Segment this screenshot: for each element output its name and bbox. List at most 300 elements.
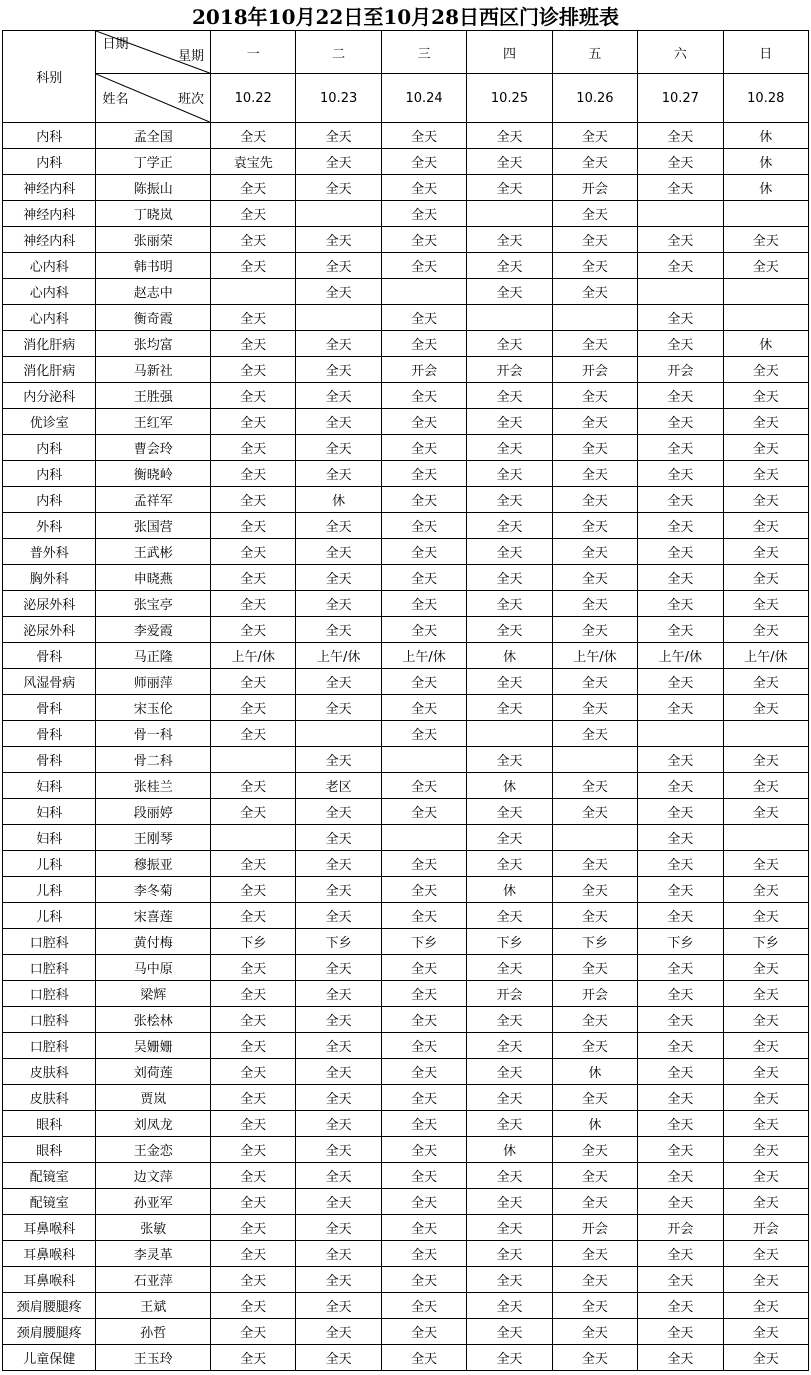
shift-cell: 全天 — [467, 1111, 552, 1137]
table-row — [3, 1163, 809, 1189]
doctor-name-cell: 王斌 — [96, 1293, 211, 1319]
doctor-name-cell: 黄付梅 — [96, 929, 211, 955]
shift-cell: 全天 — [467, 409, 552, 435]
shift-cell: 全天 — [381, 149, 466, 175]
shift-cell: 全天 — [211, 981, 296, 1007]
table-row — [3, 149, 809, 175]
doctor-name-cell: 张丽荣 — [96, 227, 211, 253]
doctor-name-cell: 张敏 — [96, 1215, 211, 1241]
shift-cell: 全天 — [467, 383, 552, 409]
doctor-name-cell: 孟祥军 — [96, 487, 211, 513]
table-row — [3, 539, 809, 565]
table-row — [3, 877, 809, 903]
shift-cell: 全天 — [296, 331, 381, 357]
shift-cell: 全天 — [638, 1319, 723, 1345]
shift-cell — [638, 279, 723, 305]
shift-cell: 休 — [552, 1059, 637, 1085]
shift-cell: 全天 — [552, 1241, 637, 1267]
shift-cell — [723, 825, 808, 851]
shift-cell: 下乡 — [211, 929, 296, 955]
department-cell: 眼科 — [3, 1137, 96, 1163]
shift-cell: 全天 — [638, 825, 723, 851]
date-weekday-header — [96, 31, 211, 74]
shift-cell: 全天 — [552, 487, 637, 513]
shift-cell: 全天 — [296, 1241, 381, 1267]
shift-cell: 全天 — [467, 1189, 552, 1215]
table-row — [3, 461, 809, 487]
shift-cell: 全天 — [638, 1345, 723, 1371]
shift-cell: 全天 — [381, 409, 466, 435]
doctor-name-cell: 段丽婷 — [96, 799, 211, 825]
doctor-name-cell: 赵志中 — [96, 279, 211, 305]
shift-cell: 全天 — [552, 1267, 637, 1293]
shift-cell: 全天 — [211, 513, 296, 539]
weekday-cell: 三 — [381, 31, 466, 74]
shift-cell: 全天 — [381, 955, 466, 981]
department-cell: 内分泌科 — [3, 383, 96, 409]
table-row — [3, 591, 809, 617]
shift-cell: 全天 — [381, 1033, 466, 1059]
doctor-name-cell: 刘凤龙 — [96, 1111, 211, 1137]
shift-cell: 全天 — [467, 1163, 552, 1189]
shift-cell: 全天 — [296, 1033, 381, 1059]
shift-cell: 全天 — [723, 591, 808, 617]
header-row-weekdays — [3, 31, 809, 74]
shift-cell: 全天 — [723, 669, 808, 695]
shift-cell: 全天 — [723, 955, 808, 981]
shift-cell: 全天 — [552, 123, 637, 149]
shift-cell: 全天 — [211, 1267, 296, 1293]
department-cell: 口腔科 — [3, 929, 96, 955]
shift-cell: 全天 — [296, 383, 381, 409]
shift-cell: 袁宝先 — [211, 149, 296, 175]
shift-cell: 全天 — [638, 1111, 723, 1137]
shift-cell: 全天 — [723, 851, 808, 877]
department-cell: 泌尿外科 — [3, 617, 96, 643]
doctor-name-cell: 王武彬 — [96, 539, 211, 565]
doctor-name-cell: 李爱霞 — [96, 617, 211, 643]
shift-cell: 休 — [723, 175, 808, 201]
weekday-label: 星期 — [178, 49, 205, 64]
weekday-cell: 二 — [296, 31, 381, 74]
department-cell: 骨科 — [3, 747, 96, 773]
shift-cell: 全天 — [211, 799, 296, 825]
shift-cell: 开会 — [552, 357, 637, 383]
table-row — [3, 1085, 809, 1111]
shift-cell: 开会 — [638, 357, 723, 383]
shift-cell: 上午/休 — [723, 643, 808, 669]
date-cell: 10.27 — [638, 74, 723, 123]
shift-cell: 全天 — [467, 123, 552, 149]
department-cell: 消化肝病 — [3, 357, 96, 383]
shift-cell: 全天 — [211, 175, 296, 201]
shift-cell: 全天 — [467, 1345, 552, 1371]
doctor-name-cell: 孙哲 — [96, 1319, 211, 1345]
shift-cell: 全天 — [381, 1267, 466, 1293]
shift-cell: 全天 — [638, 487, 723, 513]
department-cell: 儿科 — [3, 903, 96, 929]
shift-cell: 全天 — [296, 1059, 381, 1085]
shift-cell: 全天 — [552, 409, 637, 435]
doctor-name-cell: 张宝亭 — [96, 591, 211, 617]
shift-cell — [638, 721, 723, 747]
shift-cell: 全天 — [381, 1241, 466, 1267]
table-row — [3, 747, 809, 773]
department-cell: 普外科 — [3, 539, 96, 565]
table-row — [3, 357, 809, 383]
shift-cell: 全天 — [638, 1007, 723, 1033]
shift-cell: 休 — [296, 487, 381, 513]
shift-cell: 休 — [723, 331, 808, 357]
shift-cell: 全天 — [723, 1241, 808, 1267]
shift-cell: 全天 — [552, 539, 637, 565]
shift-cell: 全天 — [723, 747, 808, 773]
shift-cell: 全天 — [552, 669, 637, 695]
shift-cell: 全天 — [381, 565, 466, 591]
department-cell: 内科 — [3, 487, 96, 513]
shift-cell: 全天 — [381, 1319, 466, 1345]
date-cell: 10.25 — [467, 74, 552, 123]
shift-cell: 全天 — [723, 539, 808, 565]
table-row — [3, 513, 809, 539]
table-row — [3, 695, 809, 721]
shift-cell: 全天 — [552, 1007, 637, 1033]
table-row — [3, 1007, 809, 1033]
shift-cell: 全天 — [211, 721, 296, 747]
shift-cell: 开会 — [467, 357, 552, 383]
shift-cell: 全天 — [723, 1319, 808, 1345]
shift-cell: 上午/休 — [381, 643, 466, 669]
shift-cell: 全天 — [638, 1137, 723, 1163]
table-row — [3, 253, 809, 279]
header-row-dates — [3, 74, 809, 123]
shift-cell — [296, 721, 381, 747]
shift-cell: 全天 — [381, 1111, 466, 1137]
shift-cell: 全天 — [211, 591, 296, 617]
shift-cell: 全天 — [296, 123, 381, 149]
doctor-name-cell: 宋玉伦 — [96, 695, 211, 721]
shift-cell: 全天 — [381, 617, 466, 643]
department-cell: 内科 — [3, 461, 96, 487]
shift-cell: 全天 — [296, 1267, 381, 1293]
department-cell: 口腔科 — [3, 981, 96, 1007]
shift-cell: 下乡 — [552, 929, 637, 955]
shift-cell: 全天 — [723, 1085, 808, 1111]
department-cell: 神经内科 — [3, 227, 96, 253]
date-cell: 10.23 — [296, 74, 381, 123]
shift-cell: 全天 — [467, 1033, 552, 1059]
shift-cell: 全天 — [638, 565, 723, 591]
doctor-name-cell: 衡奇霞 — [96, 305, 211, 331]
department-cell: 骨科 — [3, 695, 96, 721]
shift-cell: 全天 — [723, 695, 808, 721]
shift-cell: 开会 — [467, 981, 552, 1007]
shift-cell: 全天 — [552, 201, 637, 227]
shift-cell: 全天 — [723, 253, 808, 279]
shift-cell: 全天 — [638, 227, 723, 253]
shift-cell: 全天 — [638, 1293, 723, 1319]
doctor-name-cell: 李冬菊 — [96, 877, 211, 903]
name-label: 姓名 — [102, 92, 129, 107]
department-cell: 儿科 — [3, 851, 96, 877]
shift-cell: 全天 — [552, 253, 637, 279]
shift-cell: 全天 — [211, 539, 296, 565]
schedule-table — [2, 30, 809, 1371]
table-row — [3, 279, 809, 305]
schedule-body — [3, 123, 809, 1371]
shift-cell: 全天 — [467, 851, 552, 877]
shift-cell: 全天 — [552, 1189, 637, 1215]
shift-cell: 全天 — [296, 1007, 381, 1033]
table-row — [3, 981, 809, 1007]
shift-cell: 全天 — [296, 617, 381, 643]
shift-cell: 全天 — [467, 1241, 552, 1267]
shift-cell: 全天 — [381, 1059, 466, 1085]
shift-cell: 全天 — [296, 851, 381, 877]
shift-cell: 全天 — [381, 1163, 466, 1189]
shift-cell: 全天 — [552, 279, 637, 305]
shift-cell: 上午/休 — [211, 643, 296, 669]
shift-cell: 全天 — [723, 1007, 808, 1033]
shift-cell: 全天 — [467, 903, 552, 929]
shift-cell: 全天 — [552, 1033, 637, 1059]
shift-cell: 开会 — [552, 175, 637, 201]
shift-cell: 开会 — [381, 357, 466, 383]
shift-cell: 全天 — [381, 123, 466, 149]
shift-cell: 全天 — [296, 1215, 381, 1241]
shift-cell: 全天 — [638, 123, 723, 149]
department-cell: 内科 — [3, 435, 96, 461]
shift-cell: 全天 — [296, 149, 381, 175]
shift-cell: 全天 — [552, 617, 637, 643]
department-cell: 骨科 — [3, 721, 96, 747]
department-cell: 外科 — [3, 513, 96, 539]
shift-cell: 全天 — [296, 903, 381, 929]
shift-cell: 休 — [467, 643, 552, 669]
shift-cell: 全天 — [381, 1137, 466, 1163]
shift-cell: 开会 — [552, 981, 637, 1007]
doctor-name-cell: 曹会玲 — [96, 435, 211, 461]
shift-cell: 全天 — [638, 903, 723, 929]
department-cell: 心内科 — [3, 253, 96, 279]
shift-cell: 全天 — [723, 1189, 808, 1215]
shift-cell: 全天 — [296, 1293, 381, 1319]
shift-cell — [296, 305, 381, 331]
shift-cell: 上午/休 — [552, 643, 637, 669]
department-cell: 皮肤科 — [3, 1085, 96, 1111]
doctor-name-cell: 张均富 — [96, 331, 211, 357]
shift-cell: 全天 — [211, 773, 296, 799]
doctor-name-cell: 李灵革 — [96, 1241, 211, 1267]
shift-cell: 全天 — [467, 175, 552, 201]
doctor-name-cell: 骨二科 — [96, 747, 211, 773]
shift-cell: 全天 — [552, 227, 637, 253]
department-cell: 口腔科 — [3, 1007, 96, 1033]
shift-cell — [211, 279, 296, 305]
shift-cell: 全天 — [723, 383, 808, 409]
department-cell: 风湿骨病 — [3, 669, 96, 695]
shift-cell: 全天 — [467, 331, 552, 357]
shift-cell: 开会 — [638, 1215, 723, 1241]
table-row — [3, 643, 809, 669]
shift-cell: 下乡 — [381, 929, 466, 955]
table-row — [3, 305, 809, 331]
shift-cell — [723, 279, 808, 305]
shift-cell: 全天 — [467, 253, 552, 279]
table-row — [3, 227, 809, 253]
shift-cell: 全天 — [381, 1345, 466, 1371]
department-cell: 骨科 — [3, 643, 96, 669]
table-row — [3, 435, 809, 461]
table-row — [3, 1189, 809, 1215]
shift-cell: 全天 — [296, 799, 381, 825]
shift-cell: 全天 — [552, 513, 637, 539]
table-row — [3, 331, 809, 357]
shift-cell — [723, 201, 808, 227]
shift-cell — [552, 305, 637, 331]
shift-cell: 全天 — [638, 1163, 723, 1189]
table-row — [3, 201, 809, 227]
shift-cell: 全天 — [638, 305, 723, 331]
shift-cell — [381, 279, 466, 305]
shift-cell: 上午/休 — [638, 643, 723, 669]
shift-cell: 全天 — [211, 565, 296, 591]
shift-cell: 全天 — [638, 435, 723, 461]
shift-cell: 全天 — [552, 1163, 637, 1189]
shift-cell: 全天 — [723, 617, 808, 643]
department-cell: 胸外科 — [3, 565, 96, 591]
department-cell: 口腔科 — [3, 955, 96, 981]
doctor-name-cell: 丁晓岚 — [96, 201, 211, 227]
shift-cell: 全天 — [211, 617, 296, 643]
table-row — [3, 487, 809, 513]
shift-cell: 全天 — [638, 383, 723, 409]
shift-cell: 全天 — [723, 1137, 808, 1163]
shift-cell: 全天 — [552, 1319, 637, 1345]
shift-cell: 全天 — [467, 149, 552, 175]
shift-cell: 全天 — [211, 331, 296, 357]
shift-cell: 全天 — [211, 1111, 296, 1137]
shift-cell: 全天 — [467, 799, 552, 825]
doctor-name-cell: 边文萍 — [96, 1163, 211, 1189]
shift-cell: 全天 — [638, 1267, 723, 1293]
shift-cell: 全天 — [723, 1033, 808, 1059]
shift-cell: 全天 — [211, 357, 296, 383]
shift-cell: 全天 — [723, 981, 808, 1007]
shift-cell: 全天 — [723, 1163, 808, 1189]
doctor-name-cell: 马中原 — [96, 955, 211, 981]
department-cell: 心内科 — [3, 305, 96, 331]
shift-cell — [296, 201, 381, 227]
shift-cell: 全天 — [552, 1345, 637, 1371]
shift-cell: 全天 — [211, 1085, 296, 1111]
shift-cell: 休 — [723, 149, 808, 175]
shift-cell: 全天 — [723, 227, 808, 253]
shift-cell: 全天 — [381, 1293, 466, 1319]
shift-cell: 上午/休 — [296, 643, 381, 669]
table-row — [3, 903, 809, 929]
doctor-name-cell: 张桧林 — [96, 1007, 211, 1033]
table-row — [3, 1241, 809, 1267]
shift-cell: 全天 — [552, 799, 637, 825]
page-title: 2018年10月22日至10月28日西区门诊排班表 — [192, 5, 619, 29]
shift-cell — [723, 305, 808, 331]
department-cell: 泌尿外科 — [3, 591, 96, 617]
doctor-name-cell: 韩书明 — [96, 253, 211, 279]
name-shift-header — [96, 74, 211, 123]
shift-cell: 全天 — [296, 877, 381, 903]
table-row — [3, 565, 809, 591]
weekday-cell: 日 — [723, 31, 808, 74]
department-cell: 神经内科 — [3, 175, 96, 201]
weekday-cell: 一 — [211, 31, 296, 74]
department-cell: 心内科 — [3, 279, 96, 305]
shift-cell: 全天 — [638, 149, 723, 175]
shift-cell: 全天 — [381, 851, 466, 877]
shift-cell: 全天 — [296, 227, 381, 253]
shift-cell: 全天 — [723, 1267, 808, 1293]
shift-cell: 全天 — [723, 903, 808, 929]
doctor-name-cell: 师丽萍 — [96, 669, 211, 695]
department-cell: 消化肝病 — [3, 331, 96, 357]
shift-cell: 全天 — [638, 253, 723, 279]
shift-cell: 全天 — [381, 799, 466, 825]
shift-cell: 全天 — [381, 695, 466, 721]
shift-cell: 全天 — [211, 695, 296, 721]
shift-cell: 全天 — [211, 1241, 296, 1267]
shift-cell: 全天 — [467, 955, 552, 981]
shift-cell: 全天 — [296, 669, 381, 695]
shift-cell: 全天 — [211, 1163, 296, 1189]
shift-cell: 全天 — [381, 331, 466, 357]
shift-cell: 全天 — [296, 1085, 381, 1111]
shift-cell: 全天 — [723, 1111, 808, 1137]
table-row — [3, 1345, 809, 1371]
table-row — [3, 1111, 809, 1137]
shift-cell: 全天 — [211, 253, 296, 279]
date-label: 日期 — [102, 37, 129, 52]
doctor-name-cell: 丁学正 — [96, 149, 211, 175]
shift-cell — [211, 747, 296, 773]
shift-cell: 全天 — [723, 773, 808, 799]
shift-cell: 全天 — [467, 617, 552, 643]
shift-cell: 全天 — [381, 1189, 466, 1215]
doctor-name-cell: 骨一科 — [96, 721, 211, 747]
shift-cell: 全天 — [638, 695, 723, 721]
shift-cell: 全天 — [211, 201, 296, 227]
shift-cell: 全天 — [381, 201, 466, 227]
shift-cell: 全天 — [381, 1007, 466, 1033]
shift-cell: 全天 — [211, 851, 296, 877]
table-row — [3, 851, 809, 877]
shift-cell: 全天 — [723, 409, 808, 435]
department-cell: 优诊室 — [3, 409, 96, 435]
table-row — [3, 929, 809, 955]
shift-cell: 全天 — [211, 1215, 296, 1241]
shift-cell: 全天 — [638, 981, 723, 1007]
table-row — [3, 175, 809, 201]
shift-cell: 全天 — [638, 669, 723, 695]
shift-cell: 全天 — [638, 851, 723, 877]
doctor-name-cell: 王红军 — [96, 409, 211, 435]
shift-cell: 全天 — [381, 539, 466, 565]
shift-cell: 全天 — [552, 565, 637, 591]
shift-cell: 老区 — [296, 773, 381, 799]
doctor-name-cell: 吴姗姗 — [96, 1033, 211, 1059]
shift-cell: 全天 — [296, 1163, 381, 1189]
shift-cell: 全天 — [638, 1189, 723, 1215]
shift-cell: 全天 — [211, 1033, 296, 1059]
